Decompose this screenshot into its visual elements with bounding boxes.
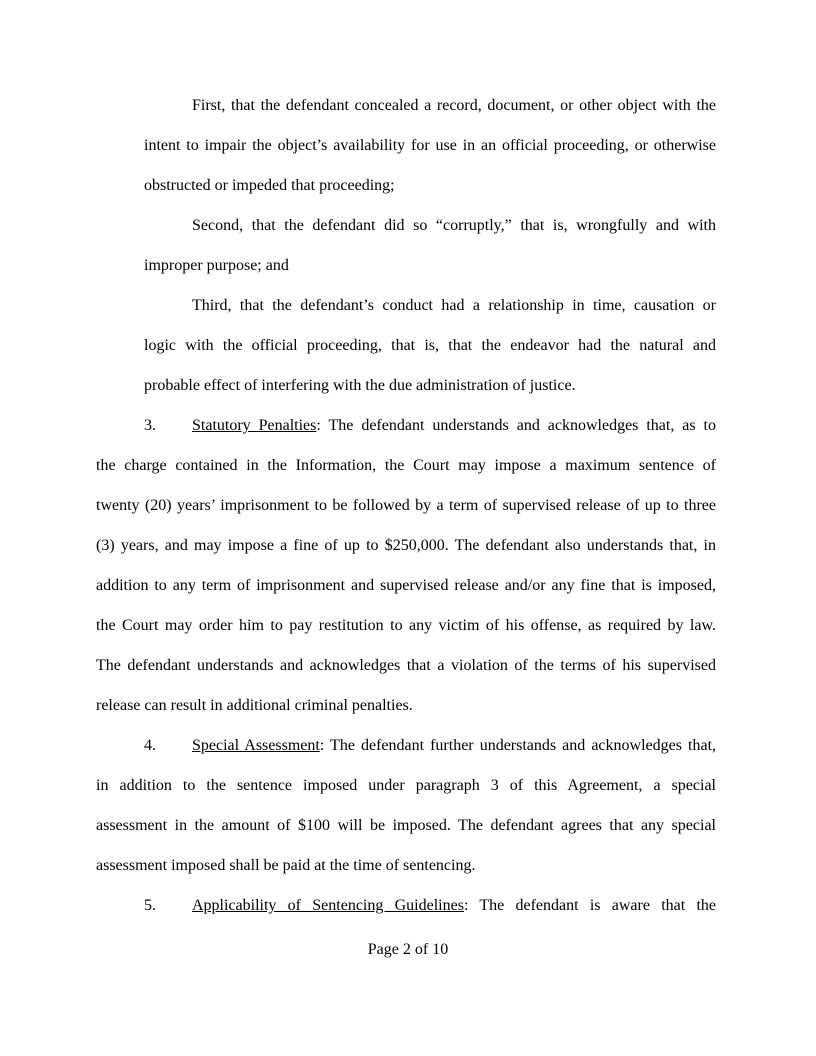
element-first-line-3: obstructed or impeded that proceeding; bbox=[144, 177, 395, 194]
element-third-line-3: probable effect of interfering with the due administration of justice. bbox=[144, 377, 576, 394]
element-third-line-2: logic with the official proceeding, that is, that the endeavor had the natural and bbox=[144, 337, 716, 354]
paragraph-4-heading: Special Assessment bbox=[192, 737, 320, 754]
paragraph-4-line-2: in addition to the sentence imposed under paragraph 3 of this Agreement, a special bbox=[96, 777, 716, 794]
paragraph-3-heading: Statutory Penalties bbox=[192, 417, 317, 434]
element-second-line-1: Second, that the defendant did so “corruptly,” that is, wrongfully and with bbox=[192, 217, 716, 234]
paragraph-3-number: 3. bbox=[144, 417, 156, 434]
paragraph-5-heading: Applicability of Sentencing Guidelines bbox=[192, 897, 464, 914]
paragraph-3-line-4: (3) years, and may impose a fine of up to $250,000. The defendant also understands that, in bbox=[96, 537, 716, 554]
element-second-line-2: improper purpose; and bbox=[144, 257, 289, 274]
paragraph-3-line-3: twenty (20) years’ imprisonment to be followed by a term of supervised release of up to three bbox=[96, 497, 716, 514]
paragraph-3-line-7: The defendant understands and acknowledges that a violation of the terms of his supervised bbox=[96, 657, 716, 674]
paragraph-5-first-line: 5. Applicability of Sentencing Guidelines: The defendant is aware that the bbox=[96, 896, 716, 916]
paragraph-3-line-8: release can result in additional criminal penalties. bbox=[96, 697, 413, 714]
paragraph-4-line-4: assessment imposed shall be paid at the time of sentencing. bbox=[96, 857, 476, 874]
element-first-line-1: First, that the defendant concealed a record, document, or other object with the bbox=[192, 97, 716, 114]
paragraph-3-line-5: addition to any term of imprisonment and supervised release and/or any fine that is imposed, bbox=[96, 577, 716, 594]
paragraph-4-line-3: assessment in the amount of $100 will be imposed. The defendant agrees that any special bbox=[96, 817, 716, 834]
paragraph-4-first-line: 4. Special Assessment: The defendant further understands and acknowledges that, bbox=[96, 736, 716, 756]
paragraph-3-first-line: 3. Statutory Penalties: The defendant understands and acknowledges that, as to bbox=[96, 416, 716, 436]
page-number-footer: Page 2 of 10 bbox=[367, 941, 449, 958]
paragraph-3-line-2: the charge contained in the Information, the Court may impose a maximum sentence of bbox=[96, 457, 716, 474]
paragraph-5-number: 5. bbox=[144, 897, 156, 914]
paragraph-3-line-6: the Court may order him to pay restitution to any victim of his offense, as required by law. bbox=[96, 617, 716, 634]
element-first-line-2: intent to impair the object’s availability for use in an official proceeding, or otherwise bbox=[144, 137, 716, 154]
element-third-line-1: Third, that the defendant’s conduct had a relationship in time, causation or bbox=[192, 297, 716, 314]
paragraph-4-number: 4. bbox=[144, 737, 156, 754]
